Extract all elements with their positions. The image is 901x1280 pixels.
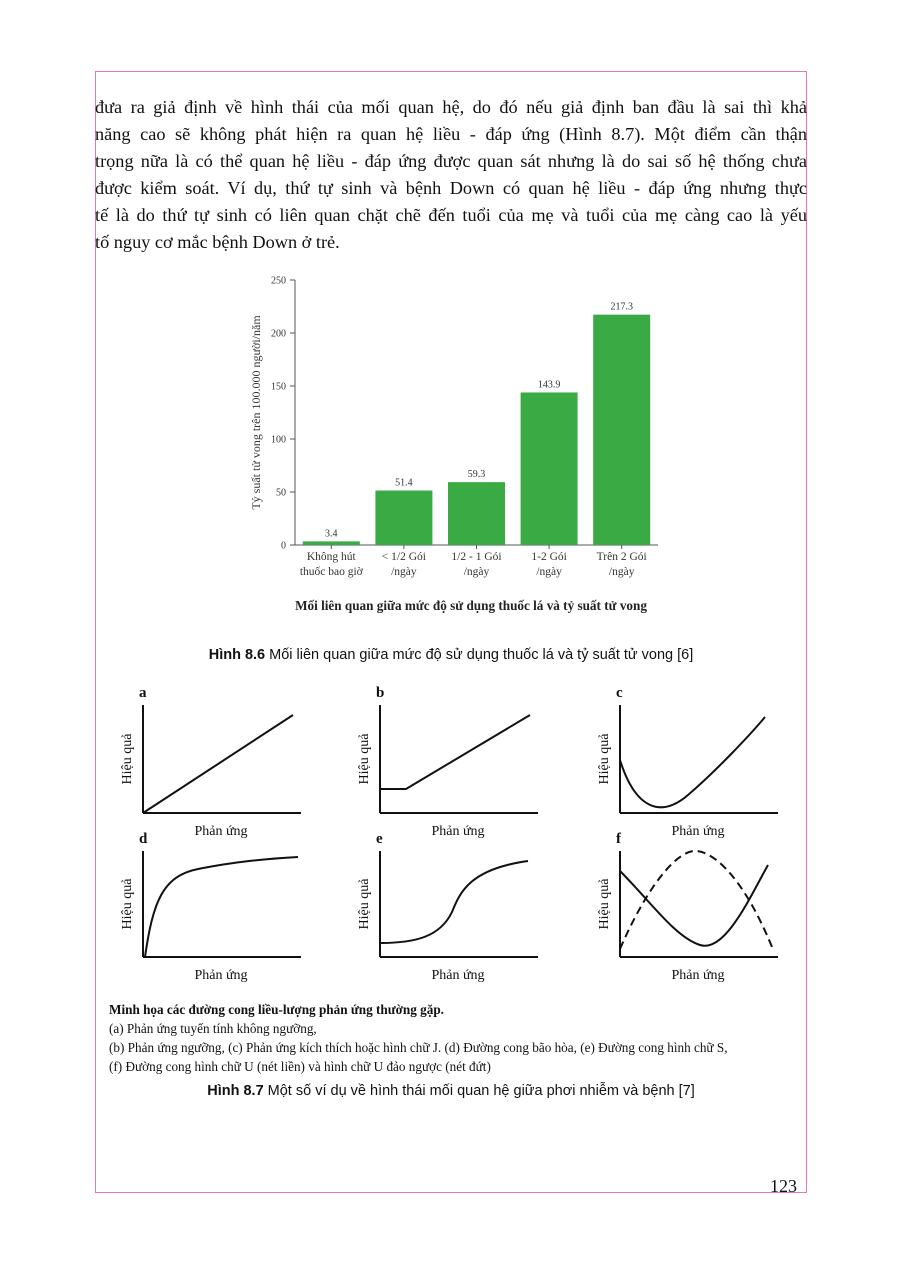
panel-x-label: Phản ứng [431, 968, 485, 983]
response-curve [620, 865, 768, 946]
curves-legend [109, 1000, 799, 1076]
curve-panel-d [120, 831, 301, 983]
panel-letter: b [376, 685, 385, 701]
legend-line: (f) Đường cong hình chữ U (nét liền) và hình chữ U đảo ngược (nét đứt) [109, 1059, 491, 1074]
bar [375, 491, 432, 545]
paragraph-line: đưa ra giả định về hình thái của mối quan hệ, do đó nếu giả định ban đầu là sai thì khả [95, 97, 807, 117]
response-curve [143, 715, 293, 813]
response-curve [145, 857, 298, 957]
panel-y-label: Hiệu quả [597, 878, 612, 930]
page-number: 123 [770, 1176, 797, 1196]
paragraph-line: được kiểm soát. Ví dụ, thứ tự sinh và bệnh Down có quan hệ liều - đáp ứng nhưng thực [95, 178, 807, 198]
y-tick-label: 150 [271, 381, 286, 393]
figure-caption-text: Mối liên quan giữa mức độ sử dụng thuốc lá và tỷ suất tử vong [6] [265, 647, 694, 663]
paragraph-line: tế là do thứ tự sinh có liên quan chặt chẽ đến tuổi của mẹ và tuổi của mẹ càng cao là yếu [95, 205, 807, 225]
response-curve [380, 715, 530, 789]
x-tick-label: /ngày [463, 566, 490, 578]
figure-8-6-caption [95, 647, 807, 663]
paragraph-line: tố nguy cơ mắc bệnh Down ở trẻ. [95, 232, 340, 252]
panel-letter: d [139, 831, 148, 847]
x-tick-label: Không hút [306, 551, 356, 563]
figure-8-7-caption [95, 1083, 807, 1099]
response-curve [380, 861, 528, 943]
response-curve [620, 717, 765, 807]
bar [593, 315, 650, 545]
y-tick-label: 250 [271, 275, 286, 287]
panel-x-label: Phản ứng [194, 824, 248, 839]
bar-value-label: 143.9 [537, 379, 561, 391]
y-axis-label: Tỷ suất tử vong trên 100.000 người/năm [249, 315, 263, 510]
bar [303, 541, 360, 545]
x-tick-label: /ngày [536, 566, 562, 578]
panel-letter: c [616, 685, 623, 701]
x-tick-label: /ngày [391, 566, 417, 578]
bar [448, 482, 505, 545]
figure-label: Hình 8.7 [207, 1083, 264, 1099]
panel-letter: a [139, 685, 147, 701]
x-tick-label: /ngày [608, 566, 635, 578]
bar-value-label: 51.4 [395, 477, 413, 489]
chart-title: Mối liên quan giữa mức độ sử dụng thuốc lá và tỷ suất tử vong [295, 598, 647, 613]
body-paragraph [95, 94, 807, 256]
paragraph-line: năng cao sẽ không phát hiện ra quan hệ liều - đáp ứng (Hình 8.7). Một điểm cần thận [95, 124, 807, 144]
smoking-mortality-bar-chart [230, 268, 670, 618]
panel-y-label: Hiệu quả [120, 733, 135, 785]
legend-bold: Minh họa các đường cong liều-lượng phản ứng thường gặp. [109, 1002, 444, 1017]
curve-panel-a [120, 685, 301, 839]
y-tick-label: 100 [271, 434, 286, 446]
curve-panel-e [357, 831, 538, 983]
figure-label: Hình 8.6 [208, 647, 266, 663]
paragraph-line: trọng nữa là có thể quan hệ liều - đáp ứng được quan sát nhưng là do sai số hệ thống chưa [95, 151, 807, 171]
panel-x-label: Phản ứng [431, 824, 485, 839]
legend-text: (a) Phản ứng tuyến tính không ngưỡng, [109, 1021, 317, 1036]
panel-y-label: Hiệu quả [120, 878, 135, 930]
curve-panel-f [597, 831, 778, 983]
panel-y-label: Hiệu quả [597, 733, 612, 785]
bar-value-label: 3.4 [325, 528, 338, 540]
curve-panel-c [597, 685, 778, 839]
x-tick-label: thuốc bao giờ [299, 566, 363, 578]
x-tick-label: 1/2 - 1 Gói [451, 551, 502, 563]
bar-value-label: 59.3 [467, 469, 486, 481]
y-tick-label: 50 [276, 487, 286, 499]
curve-panel-b [357, 685, 538, 839]
panel-x-label: Phản ứng [671, 824, 725, 839]
panel-y-label: Hiệu quả [357, 878, 372, 930]
panel-x-label: Phản ứng [194, 968, 248, 983]
x-tick-label: 1-2 Gói [531, 551, 567, 563]
bar-value-label: 217.3 [610, 301, 633, 313]
panel-x-label: Phản ứng [671, 968, 725, 983]
x-tick-label: Trên 2 Gói [596, 551, 647, 563]
legend-line: (b) Phản ứng ngưỡng, (c) Phản ứng kích thích hoặc hình chữ J. (d) Đường cong bão hòa, (e) Đường cong hình chữ S, [109, 1040, 728, 1055]
panel-y-label: Hiệu quả [357, 733, 372, 785]
y-tick-label: 0 [281, 540, 286, 552]
legend-line [109, 1000, 799, 1038]
inverted-u-dashed-curve [620, 851, 772, 949]
panel-letter: f [616, 831, 621, 847]
figure-caption-text: Một số ví dụ về hình thái mối quan hệ giữa phơi nhiễm và bệnh [7] [263, 1083, 695, 1099]
panel-letter: e [376, 831, 383, 847]
x-tick-label: < 1/2 Gói [381, 551, 426, 563]
dose-response-curves-figure [108, 683, 798, 983]
y-tick-label: 200 [271, 328, 286, 340]
bar [521, 392, 578, 545]
